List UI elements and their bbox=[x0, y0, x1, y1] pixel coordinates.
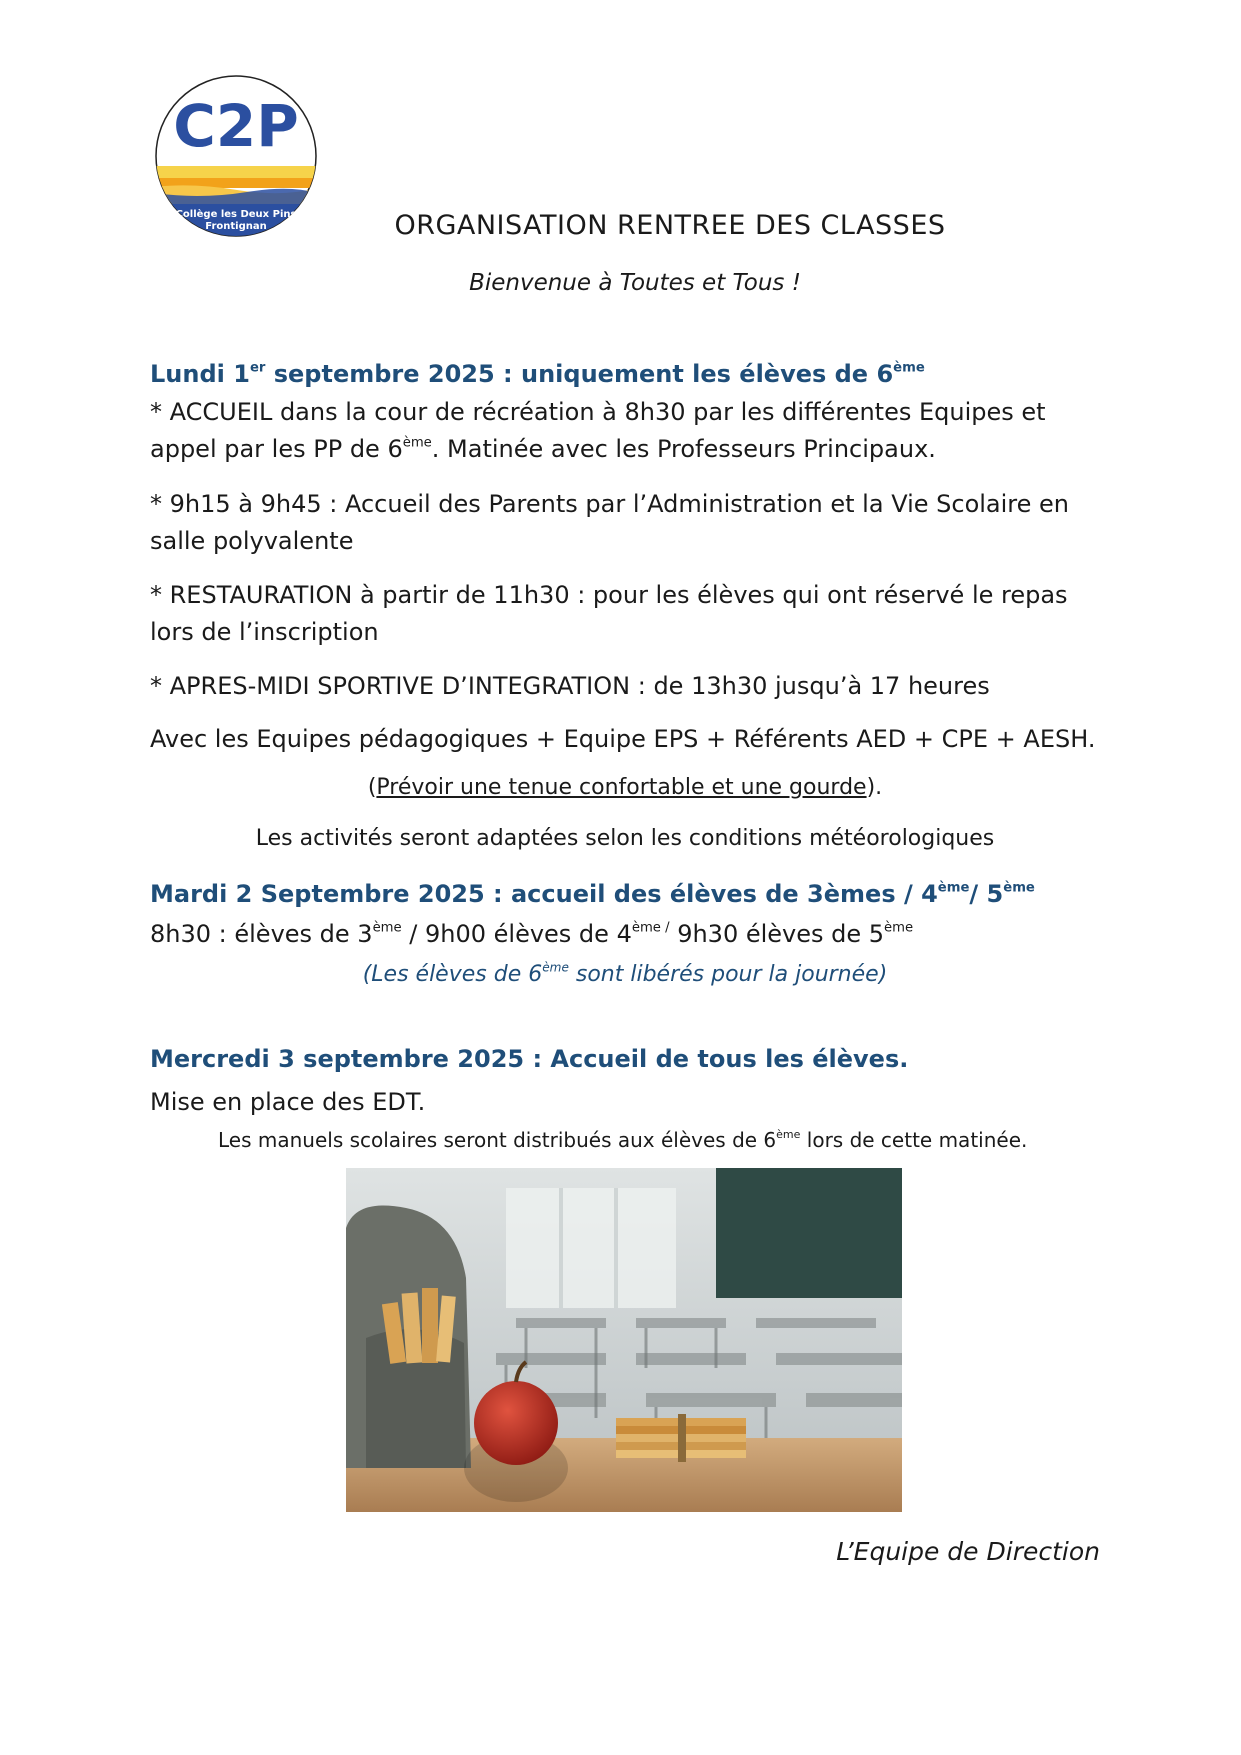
mardi-horaires-line: 8h30 : élèves de 3ème / 9h00 élèves de $4^{ème /}$ 9h30 élèves de 5ème bbox=[150, 920, 914, 948]
classroom-photo bbox=[346, 1168, 902, 1512]
lundi-parents-paragraph: * 9h15 à 9h45 : Accueil des Parents par l’Administration et la Vie Scolaire en salle polyvalente bbox=[150, 490, 1070, 555]
logo-line2: Frontignan bbox=[205, 221, 267, 232]
mercredi-heading: Mercredi 3 septembre 2025 : Accueil de tous les élèves. bbox=[150, 1045, 909, 1073]
lundi-accueil-paragraph: * ACCUEIL dans la cour de récréation à 8h30 par les différentes Equipes et appel par les PP de 6ème. Matinée avec les Professeurs Principaux. bbox=[150, 398, 1046, 463]
mercredi-edt-line: Mise en place des EDT. bbox=[150, 1088, 426, 1116]
logo-mark: C2P bbox=[173, 92, 299, 160]
mardi-heading: Mardi 2 Septembre 2025 : accueil des élèves de 3èmes / 4ème/ 5ème bbox=[150, 880, 1035, 908]
college-logo bbox=[147, 74, 325, 239]
document-title: ORGANISATION RENTREE DES CLASSES bbox=[394, 210, 946, 241]
logo-line1: Collège les Deux Pins bbox=[175, 209, 297, 220]
lundi-prevoir-note: (Prévoir une tenue confortable et une gourde). bbox=[367, 775, 883, 800]
lundi-apres-midi-line: * APRES-MIDI SPORTIVE D’INTEGRATION : de 13h30 jusqu’à 17 heures bbox=[150, 672, 990, 700]
mardi-note: (Les élèves de 6ème sont libérés pour la journée) bbox=[362, 960, 888, 987]
lundi-equipes-line: Avec les Equipes pédagogiques + Equipe EPS + Référents AED + CPE + AESH. bbox=[150, 725, 1096, 753]
welcome-line: Bienvenue à Toutes et Tous ! bbox=[469, 270, 801, 296]
lundi-restauration-paragraph: * RESTAURATION à partir de 11h30 : pour les élèves qui ont réservé le repas lors de l’inscription bbox=[150, 581, 1068, 646]
signature: L’Equipe de Direction bbox=[836, 1537, 1100, 1566]
mercredi-manuels-line: Les manuels scolaires seront distribués aux élèves de 6ème lors de cette matinée. bbox=[218, 1128, 1028, 1152]
lundi-meteo-note: Les activités seront adaptées selon les conditions météorologiques bbox=[255, 826, 995, 851]
lundi-heading: Lundi 1er septembre 2025 : uniquement les élèves de 6ème bbox=[150, 360, 925, 388]
